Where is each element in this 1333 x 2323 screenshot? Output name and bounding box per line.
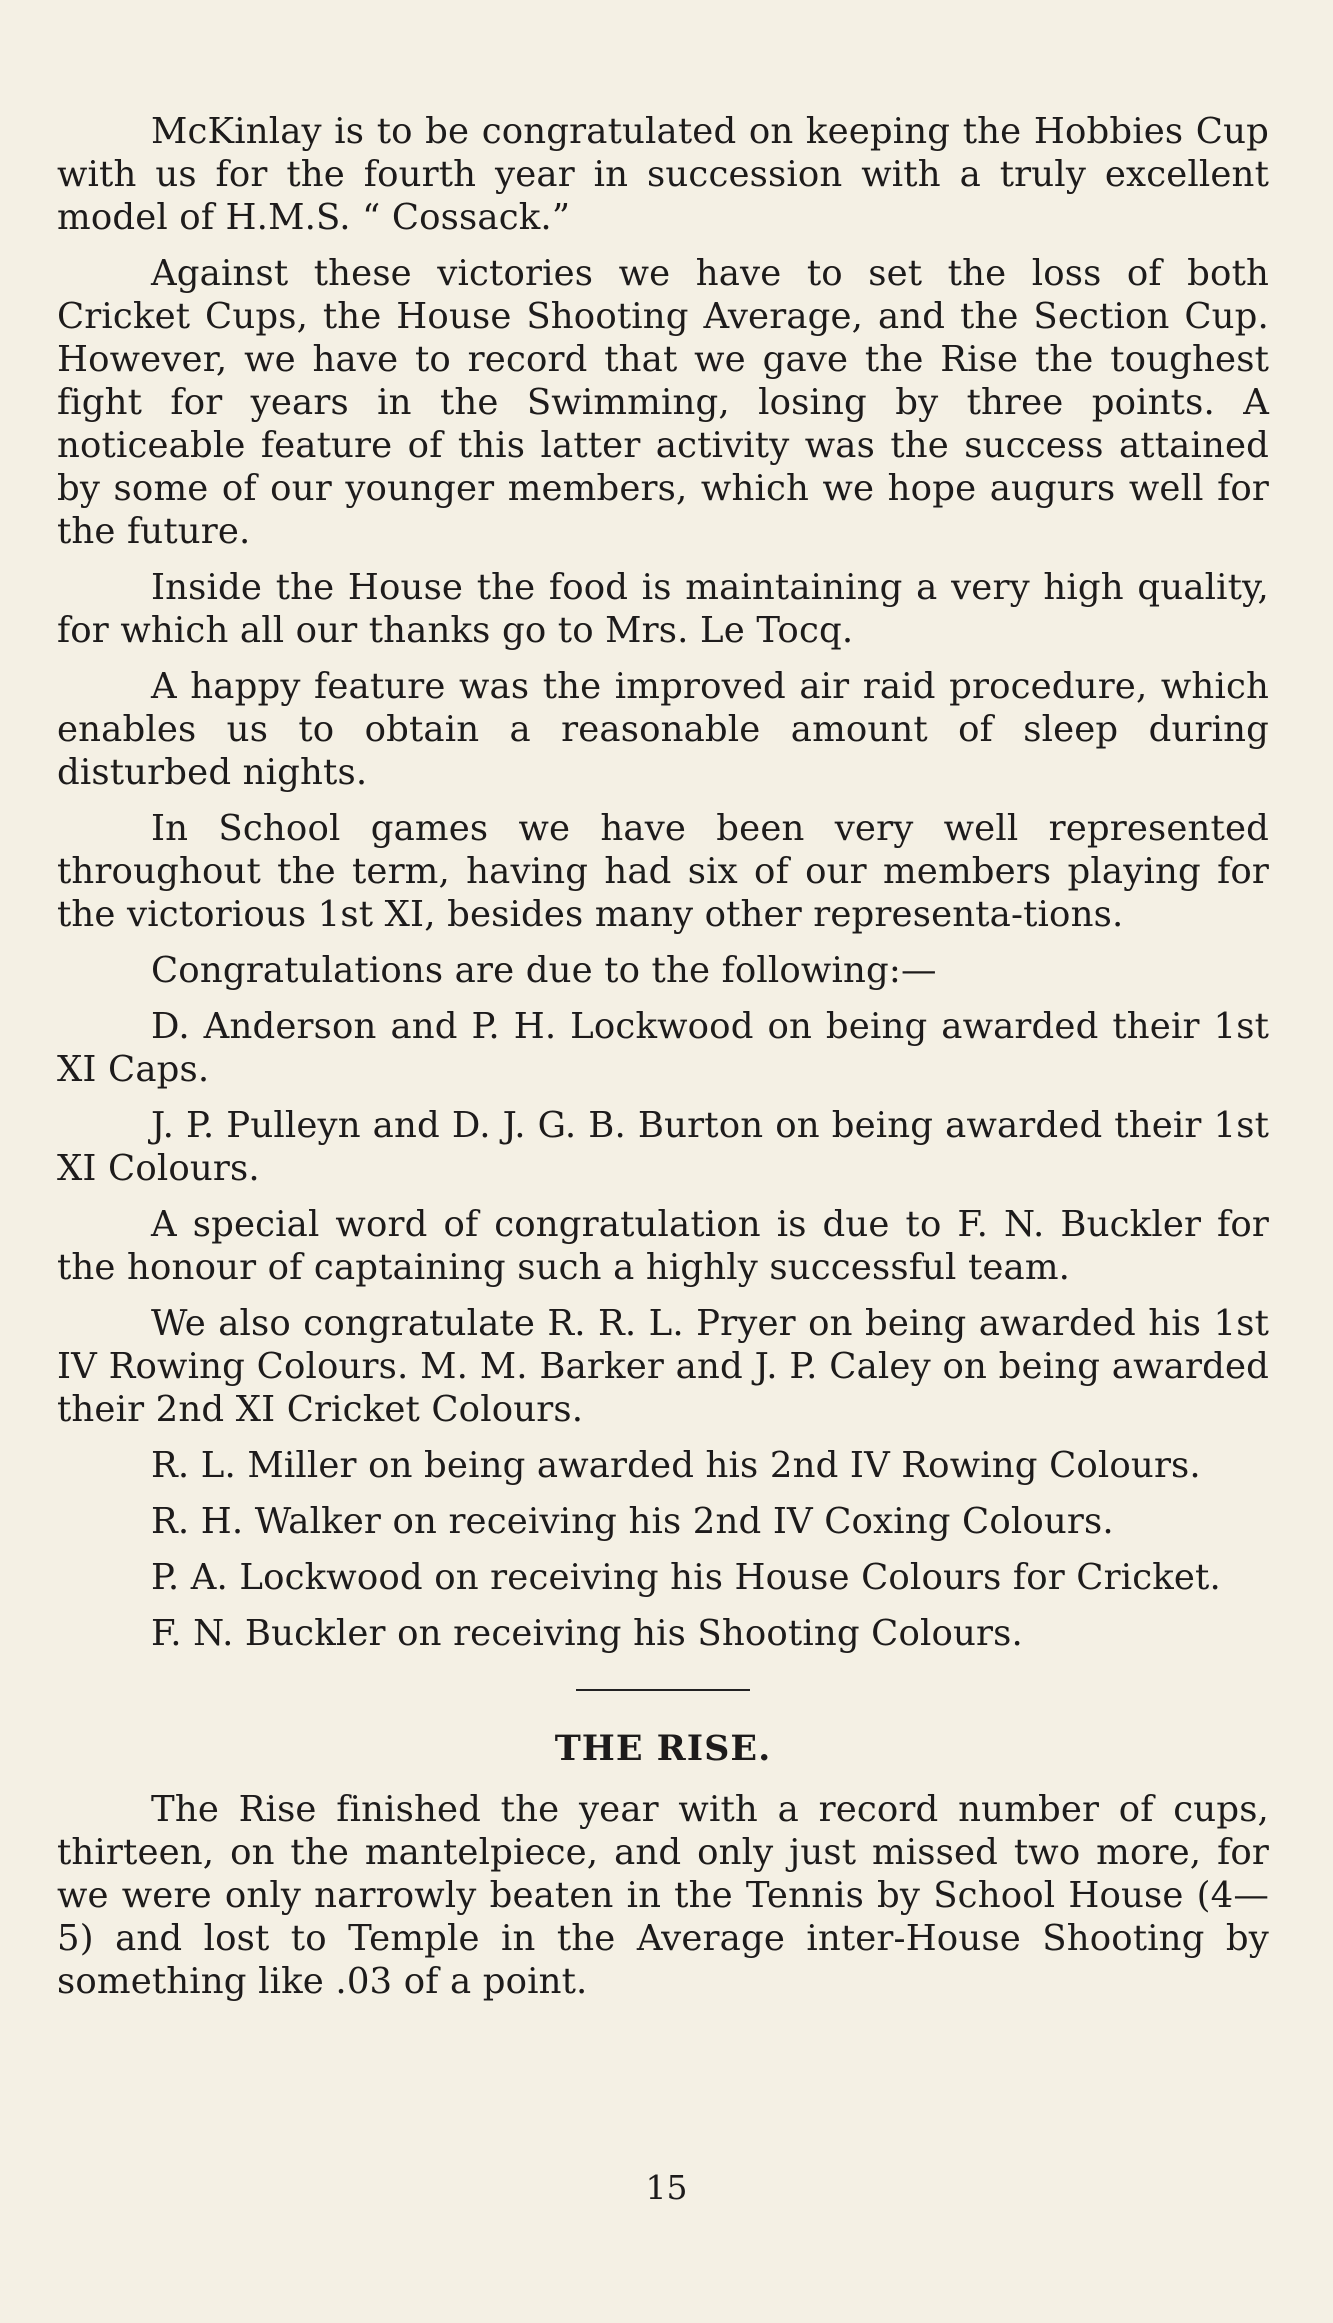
paragraph-coxing-colours: R. H. Walker on receiving his 2nd IV Coxing Colours. xyxy=(151,1501,1114,1542)
paragraph-school-games: In School games we have been very well represented throughout the term, having had six of our members playing for the victorious 1st XI, besides many other representa-tions. xyxy=(57,808,1269,935)
paragraph-losses: Against these victories we have to set the loss of both Cricket Cups, the House Shooting Average, and the Section Cup. However, we have to record that we gave the Rise the toughest fight for years in the Swimming, losing by three points. A noticeable feature of this latter activity was the success attained by some of our younger members, which we hope augurs well for the future. xyxy=(57,253,1269,552)
paragraph-congratulations-intro: Congratulations are due to the following:— xyxy=(151,950,937,991)
paragraph-first-xi-caps: D. Anderson and P. H. Lockwood on being awarded their 1st XI Caps. xyxy=(57,1006,1269,1090)
section-heading: THE RISE. xyxy=(554,1728,772,1769)
paragraph-first-xi-colours: J. P. Pulleyn and D. J. G. B. Burton on being awarded their 1st XI Colours. xyxy=(57,1105,1269,1189)
paragraph-hobbies-cup: McKinlay is to be congratulated on keeping the Hobbies Cup with us for the fourth year in succession with a truly excellent model of H.M.S. “ Cossack.” xyxy=(57,111,1269,238)
paragraph-air-raid: A happy feature was the improved air raid procedure, which enables us to obtain a reasonable amount of sleep during disturbed nights. xyxy=(57,666,1269,793)
paragraph-second-iv-rowing: R. L. Miller on being awarded his 2nd IV Rowing Colours. xyxy=(151,1445,1201,1486)
page-content xyxy=(57,110,1269,2003)
section-divider xyxy=(576,1689,750,1691)
paragraph-the-rise: The Rise finished the year with a record number of cups, thirteen, on the mantelpiece, and only just missed two more, for we were only narrowly beaten in the Tennis by School House (4—5) and lost to Temple in the Average inter-House Shooting by something like .03 of a point. xyxy=(57,1789,1269,2002)
paragraph-rowing-cricket-colours: We also congratulate R. R. L. Pryer on being awarded his 1st IV Rowing Colours. M. M. Barker and J. P. Caley on being awarded their 2nd XI Cricket Colours. xyxy=(57,1303,1269,1430)
page-number: 15 xyxy=(645,2168,688,2207)
paragraph-house-colours: P. A. Lockwood on receiving his House Colours for Cricket. xyxy=(151,1557,1221,1598)
paragraph-shooting-colours: F. N. Buckler on receiving his Shooting Colours. xyxy=(151,1613,1023,1654)
paragraph-captain: A special word of congratulation is due to F. N. Buckler for the honour of captaining such a highly successful team. xyxy=(57,1204,1269,1288)
paragraph-food: Inside the House the food is maintaining a very high quality, for which all our thanks go to Mrs. Le Tocq. xyxy=(57,567,1269,651)
